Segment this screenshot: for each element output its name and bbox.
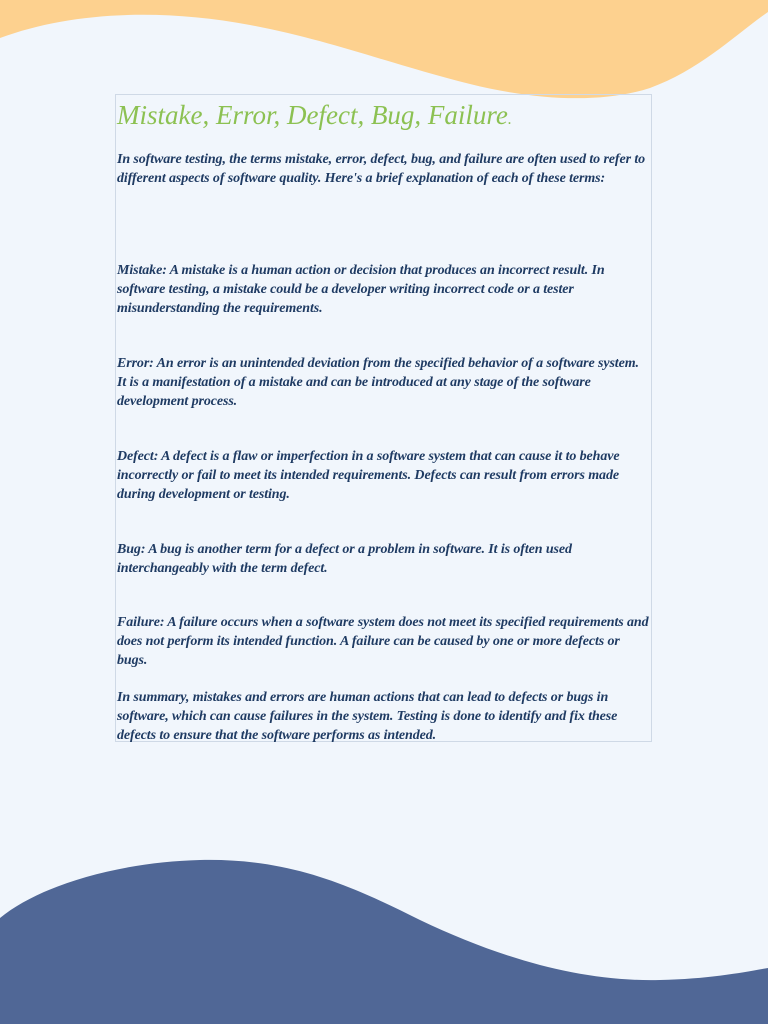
bug-paragraph: Bug: A bug is another term for a defect or a problem in software. It is often used interchangeably with the term defect.	[117, 542, 572, 576]
document-title-text: Mistake, Error, Defect, Bug, Failure	[117, 100, 508, 130]
bottom-wave-decoration	[0, 840, 768, 1024]
defect-paragraph: Defect: A defect is a flaw or imperfection in a software system that can cause it to behave incorrectly or fail to meet its intended requirements. Defects can result from errors made during development or testing.	[117, 449, 620, 502]
summary-paragraph: In summary, mistakes and errors are human actions that can lead to defects or bugs in software, which can cause failures in the system. Testing is done to identify and fix these defects to ensure that the software performs as intended.	[117, 690, 618, 743]
document-title-suffix: .	[507, 111, 512, 128]
mistake-paragraph: Mistake: A mistake is a human action or decision that produces an incorrect result. In software testing, a mistake could be a developer writing incorrect code or a tester misunderstanding the requirements.	[117, 263, 605, 316]
intro-paragraph: In software testing, the terms mistake, error, defect, bug, and failure are often used to refer to different aspects of software quality. Here's a brief explanation of each of these terms:	[117, 152, 646, 186]
document-title	[117, 97, 512, 138]
failure-paragraph: Failure: A failure occurs when a software system does not meet its specified requirements and does not perform its intended function. A failure can be caused by one or more defects or bugs.	[117, 615, 649, 668]
error-paragraph: Error: An error is an unintended deviation from the specified behavior of a software system. It is a manifestation of a mistake and can be introduced at any stage of the software development process.	[117, 356, 639, 409]
